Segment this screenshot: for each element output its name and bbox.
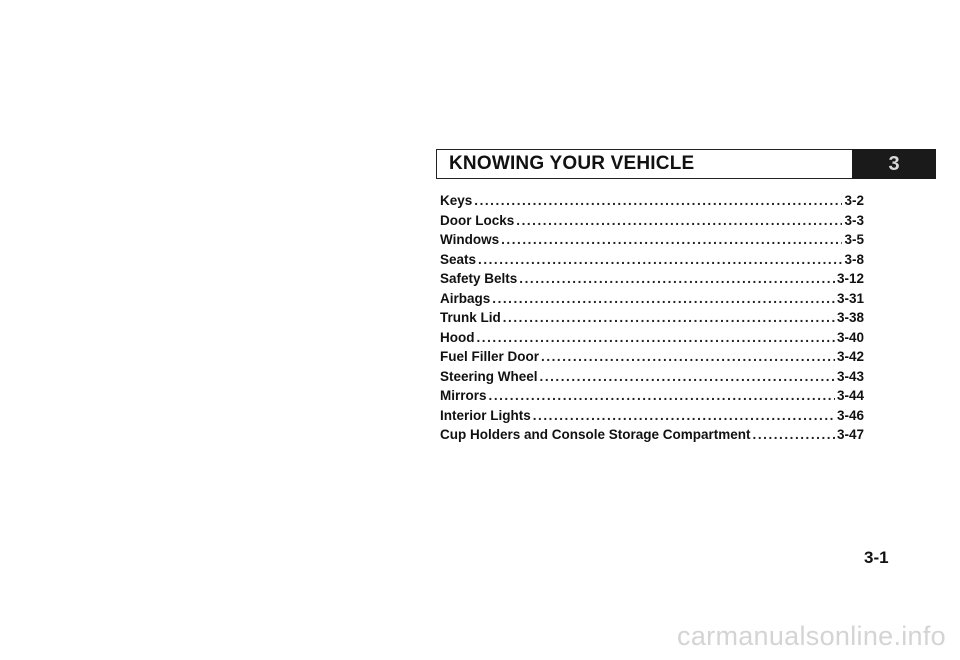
toc-item-keys[interactable] [440,193,864,213]
toc-leader [503,310,835,325]
toc-item-interior-lights[interactable] [440,408,864,428]
toc-label: Keys [440,193,473,208]
table-of-contents [440,193,864,447]
toc-label: Airbags [440,290,491,306]
toc-item-hood[interactable] [440,330,864,350]
chapter-tab [852,149,936,179]
toc-page: 3-43 [836,368,864,384]
toc-leader [753,427,835,442]
toc-label: Trunk Lid [440,310,501,325]
toc-leader [519,271,835,286]
toc-label: Interior Lights [440,407,531,423]
toc-label: Windows [440,232,500,247]
toc-item-mirrors[interactable] [440,388,864,408]
toc-label: Steering Wheel [440,368,538,384]
toc-leader [540,369,835,384]
toc-item-safety-belts[interactable] [440,271,864,291]
toc-leader [516,213,842,228]
toc-leader [492,291,835,306]
toc-page: 3-38 [836,310,864,325]
section-title-box [436,149,852,179]
toc-page: 3-42 [836,349,864,364]
toc-leader [533,408,835,423]
toc-label: Safety Belts [440,271,518,286]
toc-page: 3-46 [836,407,864,423]
toc-page: 3-2 [844,193,864,208]
chapter-number: 3 [888,152,900,175]
toc-item-steering-wheel[interactable] [440,369,864,389]
section-title: KNOWING YOUR VEHICLE [449,153,695,174]
toc-item-fuel-filler-door[interactable] [440,349,864,369]
toc-label: Seats [440,251,477,267]
toc-page: 3-12 [836,271,864,286]
toc-page: 3-44 [836,388,864,403]
toc-label: Mirrors [440,388,487,403]
toc-leader [478,252,842,267]
toc-item-seats[interactable] [440,252,864,272]
section-header [436,149,936,179]
page-number: 3-1 [864,548,889,567]
toc-label: Hood [440,329,475,345]
toc-label: Cup Holders and Console Storage Compartment [440,427,751,442]
watermark: carmanualsonline.info [677,621,946,651]
toc-page: 3-40 [836,329,864,345]
toc-page: 3-3 [844,212,864,228]
toc-label: Fuel Filler Door [440,349,540,364]
toc-leader [501,232,842,247]
toc-leader [489,388,835,403]
toc-label: Door Locks [440,212,515,228]
toc-leader [474,193,842,208]
toc-page: 3-5 [844,232,864,247]
toc-leader [477,330,835,345]
toc-leader [541,349,835,364]
toc-item-door-locks[interactable] [440,213,864,233]
toc-item-windows[interactable] [440,232,864,252]
toc-page: 3-8 [844,251,864,267]
toc-item-trunk-lid[interactable] [440,310,864,330]
toc-page: 3-31 [836,290,864,306]
toc-item-airbags[interactable] [440,291,864,311]
toc-page: 3-47 [836,427,864,442]
toc-item-cup-holders[interactable] [440,427,864,447]
